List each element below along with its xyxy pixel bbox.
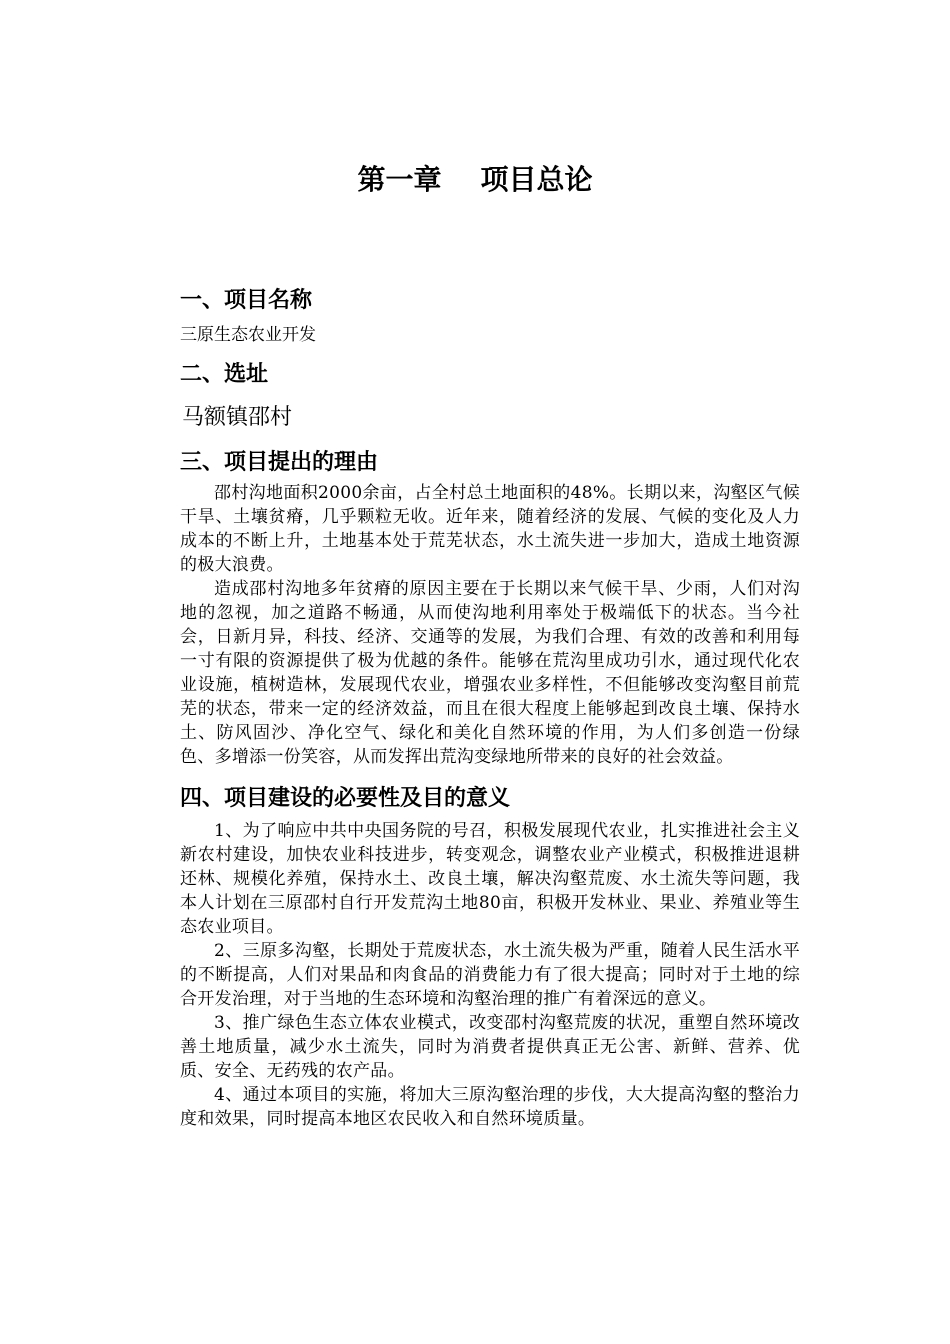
site-text: 马额镇邵村 xyxy=(182,405,293,430)
section-heading-necessity: 四、项目建设的必要性及目的意义 xyxy=(180,785,511,811)
necessity-paragraph: 2、三原多沟壑，长期处于荒废状态，水土流失极为严重，随着人民生活水平的不断提高，人们对果品和肉食品的消费能力有了很大提高；同时对于土地的综合开发治理，对于当地的生态环境和沟壑治理的推广有着深远的意义。 xyxy=(180,941,800,1009)
section-heading-site: 二、选址 xyxy=(180,361,269,387)
reasons-paragraph: 造成邵村沟地多年贫瘠的原因主要在于长期以来气候干旱、少雨，人们对沟地的忽视，加之道路不畅通，从而使沟地利用率处于极端低下的状态。当今社会，日新月异，科技、经济、交通等的发展，为我们合理、有效的改善和利用每一寸有限的资源提供了极为优越的条件。能够在荒沟里成功引水，通过现代化农业设施，植树造林，发展现代农业，增强农业多样性，不但能够改变沟壑目前荒芜的状态，带来一定的经济效益，而且在很大程度上能够起到改良土壤、保持水土、防风固沙、净化空气、绿化和美化自然环境的作用，为人们多创造一份绿色、多增添一份笑容，从而发挥出荒沟变绿地所带来的良好的社会效益。 xyxy=(180,579,800,767)
necessity-paragraph: 1、为了响应中共中央国务院的号召，积极发展现代农业，扎实推进社会主义新农村建设，加快农业科技进步，转变观念，调整农业产业模式，积极推进退耕还林、规模化养殖，保持水土、改良土壤，解决沟壑荒废、水土流失等问题，我本人计划在三原邵村自行开发荒沟土地80亩，积极开发林业、果业、养殖业等生态农业项目。 xyxy=(180,821,800,937)
reasons-paragraph: 邵村沟地面积2000余亩，占全村总土地面积的48%。长期以来，沟壑区气候干旱、土壤贫瘠，几乎颗粒无收。近年来，随着经济的发展、气候的变化及人力成本的不断上升，土地基本处于荒芜状态，水土流失进一步加大，造成土地资源的极大浪费。 xyxy=(180,483,800,575)
document-body xyxy=(180,283,800,1131)
necessity-paragraph: 4、通过本项目的实施，将加大三原沟壑治理的步伐，大大提高沟壑的整治力度和效果，同时提高本地区农民收入和自然环境质量。 xyxy=(180,1085,800,1129)
section-heading-project-name: 一、项目名称 xyxy=(180,287,313,313)
project-name-text: 三原生态农业开发 xyxy=(180,325,316,345)
necessity-paragraph: 3、推广绿色生态立体农业模式，改变邵村沟壑荒废的状况，重塑自然环境改善土地质量，减少水土流失，同时为消费者提供真正无公害、新鲜、营养、优质、安全、无药残的农产品。 xyxy=(180,1013,800,1081)
chapter-title: 第一章 项目总论 xyxy=(357,163,593,196)
section-heading-reasons: 三、项目提出的理由 xyxy=(180,449,379,475)
